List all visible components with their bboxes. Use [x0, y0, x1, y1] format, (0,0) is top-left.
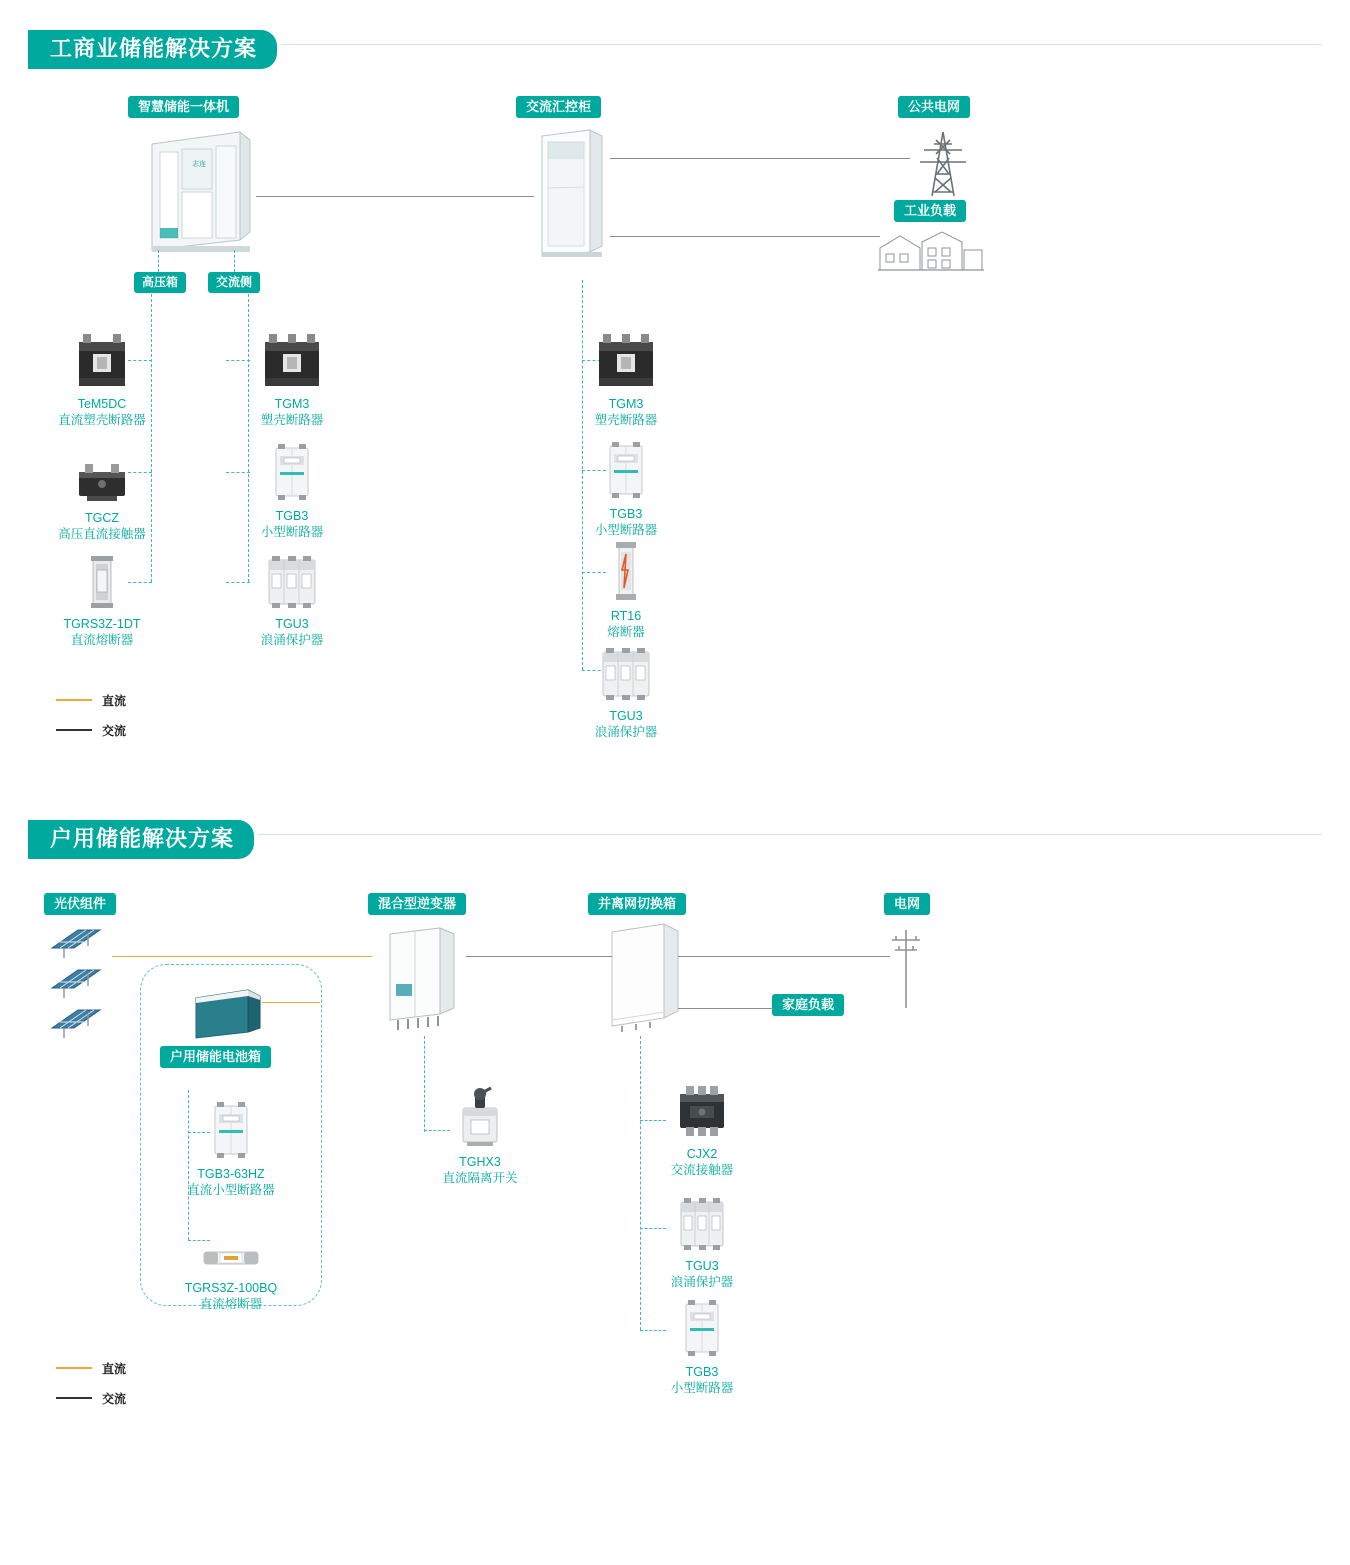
dash-ess-to-hv — [158, 250, 159, 272]
component-name: 小型断路器 — [594, 523, 658, 537]
surge-protector-icon — [632, 1190, 772, 1252]
label-ess: 智慧储能一体机 — [128, 96, 239, 118]
component-name: 高压直流接触器 — [58, 527, 146, 541]
mini-breaker-icon — [556, 438, 696, 500]
grid-switch-box-image — [606, 922, 686, 1039]
home-battery-image — [192, 988, 266, 1045]
cylindrical-fuse-icon — [161, 1212, 301, 1274]
label-grid-switch-box: 并离网切换箱 — [588, 893, 686, 915]
label-hybrid-inverter: 混合型逆变器 — [368, 893, 466, 915]
component-model: TGB3 — [275, 509, 309, 523]
molded-case-breaker-icon — [222, 328, 362, 390]
legend-commercial — [56, 690, 126, 750]
line-inverter-to-switchbox — [466, 956, 612, 957]
component-model: TGCZ — [84, 511, 120, 525]
isolator-switch-icon — [410, 1086, 550, 1148]
component-inverter-0 — [410, 1086, 550, 1186]
component-model: TGM3 — [608, 397, 644, 411]
legend-row-ac — [56, 1388, 126, 1408]
component-battery-1 — [161, 1212, 301, 1312]
line-ess-to-cabinet — [256, 196, 534, 197]
component-ac-1 — [222, 440, 362, 540]
component-name: 塑壳断路器 — [594, 413, 658, 427]
component-hv-2 — [32, 548, 172, 648]
component-name: 小型断路器 — [670, 1381, 734, 1395]
legend-swatch-dc — [56, 699, 92, 701]
component-hv-1 — [32, 442, 172, 542]
component-switchbox-1 — [632, 1190, 772, 1290]
legend-label-ac: 交流 — [102, 1391, 127, 1406]
component-model: TGHX3 — [459, 1155, 501, 1169]
line-cabinet-to-load — [610, 236, 880, 237]
component-name: 浪涌保护器 — [670, 1275, 734, 1289]
component-cabinet-1 — [556, 438, 696, 538]
mini-breaker-icon — [632, 1296, 772, 1358]
component-name: 直流塑壳断路器 — [58, 413, 146, 427]
factory-icon — [878, 226, 984, 279]
component-switchbox-2 — [632, 1296, 772, 1396]
line-switchbox-to-grid — [678, 956, 890, 957]
component-model: TGB3 — [685, 1365, 719, 1379]
section-title-residential: 户用储能解决方案 — [28, 820, 254, 859]
ac-contactor-icon — [632, 1078, 772, 1140]
component-model: TGB3-63HZ — [197, 1167, 265, 1181]
legend-swatch-ac — [56, 1397, 92, 1399]
label-home-load: 家庭负载 — [772, 994, 844, 1016]
component-model: TGRS3Z-100BQ — [184, 1281, 278, 1295]
component-name: 浪涌保护器 — [260, 633, 324, 647]
transmission-tower-icon — [908, 128, 978, 205]
component-model: RT16 — [610, 609, 642, 623]
component-model: TGU3 — [609, 709, 643, 723]
component-cabinet-3 — [556, 640, 696, 740]
molded-case-breaker-icon — [556, 328, 696, 390]
component-battery-0 — [161, 1098, 301, 1198]
component-ac-2 — [222, 548, 362, 648]
component-hv-0 — [32, 328, 172, 428]
legend-row-dc — [56, 690, 126, 710]
dc-contactor-icon — [32, 442, 172, 504]
pv-panel-icon — [48, 966, 104, 1005]
surge-protector-icon — [556, 640, 696, 702]
line-switchbox-to-home-load — [678, 1008, 774, 1009]
label-grid: 电网 — [884, 893, 930, 915]
component-name: 交流接触器 — [670, 1163, 734, 1177]
section-header-commercial — [28, 30, 1322, 69]
pv-panel-icon — [48, 926, 104, 965]
component-name: 小型断路器 — [260, 525, 324, 539]
dc-line-pv-to-inverter — [112, 956, 372, 957]
label-ac-side: 交流侧 — [208, 272, 260, 293]
component-name: 浪涌保护器 — [594, 725, 658, 739]
component-cabinet-0 — [556, 328, 696, 428]
mini-breaker-icon — [161, 1098, 301, 1160]
component-name: 直流小型断路器 — [187, 1183, 275, 1197]
mini-breaker-icon — [222, 440, 362, 502]
label-industrial-load: 工业负载 — [894, 200, 966, 222]
component-name: 塑壳断路器 — [260, 413, 324, 427]
section-rule — [258, 834, 1322, 835]
fuse-icon — [556, 540, 696, 602]
legend-label-dc: 直流 — [102, 693, 127, 708]
legend-swatch-dc — [56, 1367, 92, 1369]
pv-panel-icon — [48, 1006, 104, 1045]
legend-label-ac: 交流 — [102, 723, 127, 738]
component-name: 直流隔离开关 — [442, 1171, 518, 1185]
label-pv-modules: 光伏组件 — [44, 893, 116, 915]
component-name: 直流熔断器 — [70, 633, 134, 647]
component-name: 熔断器 — [607, 625, 645, 639]
component-model: TGB3 — [609, 507, 643, 521]
component-switchbox-0 — [632, 1078, 772, 1178]
dc-line-battery-out — [262, 1002, 320, 1003]
section-rule — [281, 44, 1322, 45]
component-model: CJX2 — [686, 1147, 718, 1161]
label-ac-cabinet: 交流汇控柜 — [516, 96, 601, 118]
surge-protector-icon — [222, 548, 362, 610]
line-cabinet-to-grid — [610, 158, 910, 159]
component-model: TeM5DC — [77, 397, 127, 411]
hybrid-inverter-image — [384, 926, 466, 1039]
label-battery-box: 户用储能电池箱 — [160, 1046, 271, 1068]
ac-cabinet-image — [534, 126, 610, 263]
legend-residential — [56, 1358, 126, 1418]
legend-label-dc: 直流 — [102, 1361, 127, 1376]
section-title-commercial: 工商业储能解决方案 — [28, 30, 277, 69]
molded-case-breaker-icon — [32, 328, 172, 390]
label-public-grid: 公共电网 — [898, 96, 970, 118]
legend-swatch-ac — [56, 729, 92, 731]
legend-row-ac — [56, 720, 126, 740]
section-header-residential — [28, 820, 1322, 859]
ess-cabinet-image — [146, 128, 256, 261]
svg-text:志连: 志连 — [192, 161, 206, 168]
component-model: TGU3 — [275, 617, 309, 631]
component-model: TGU3 — [685, 1259, 719, 1273]
component-cabinet-2 — [556, 540, 696, 640]
dc-fuse-icon — [32, 548, 172, 610]
utility-pole-icon — [888, 924, 924, 1015]
legend-row-dc — [56, 1358, 126, 1378]
component-ac-0 — [222, 328, 362, 428]
component-name: 直流熔断器 — [199, 1297, 263, 1311]
component-model: TGRS3Z-1DT — [63, 617, 141, 631]
dash-ess-to-ac — [234, 250, 235, 272]
component-model: TGM3 — [274, 397, 310, 411]
label-hv-box: 高压箱 — [134, 272, 186, 293]
